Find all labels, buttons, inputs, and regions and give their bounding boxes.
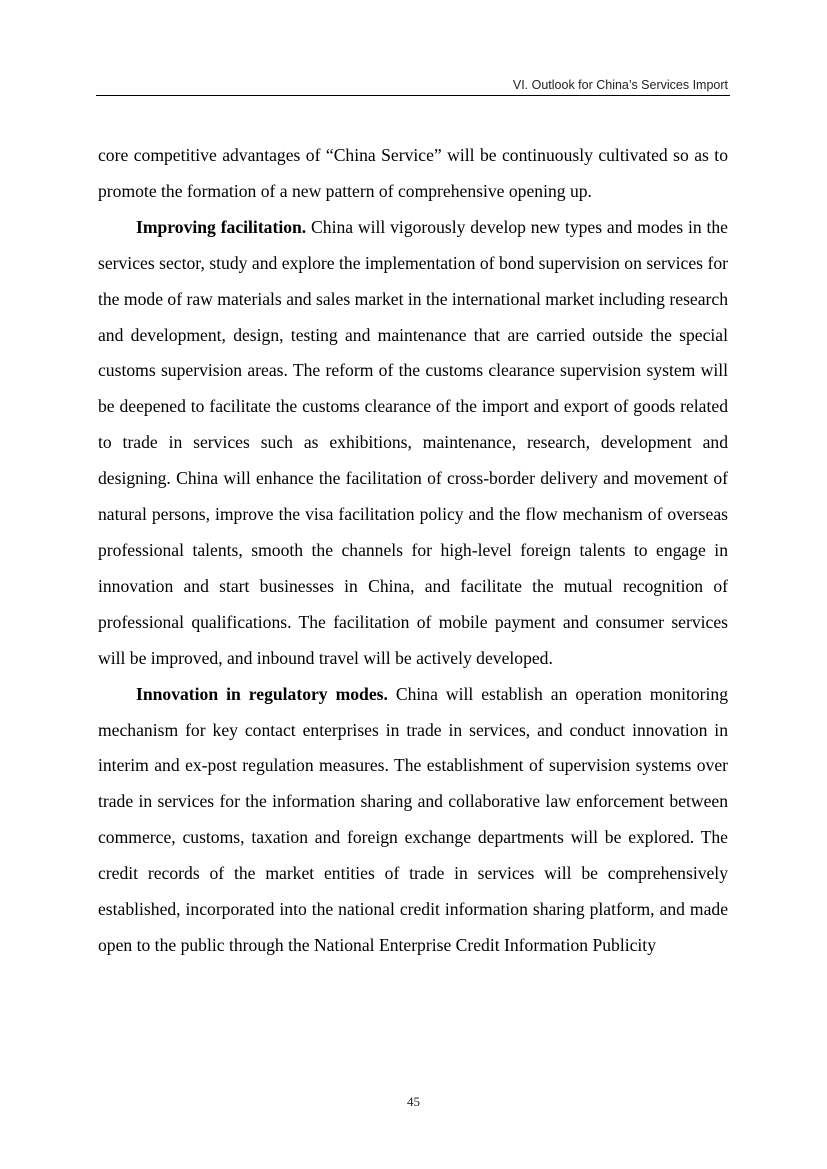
paragraph-lead-heading: Innovation in regulatory modes. [136,683,388,704]
paragraph-innovation-regulatory-modes [98,677,728,964]
paragraph-lead-heading: Improving facilitation. [136,216,307,237]
page-number: 45 [407,1094,420,1109]
page-body [98,138,728,964]
paragraph-text: core competitive advantages of “China Service” will be continuously cultivated so as to promote the formation of a new pattern of comprehensive opening up. [98,145,728,201]
paragraph-text: China will vigorously develop new types and modes in the services sector, study and explore the implementation of bond supervision on services for the mode of raw materials and sales market in the international market including research and development, design, testing and maintenance that are carried outside the special customs supervision areas. The reform of the customs clearance supervision system will be deepened to facilitate the customs clearance of the import and export of goods related to trade in services such as exhibitions, maintenance, research, development and designing. China will enhance the facilitation of cross-border delivery and movement of natural persons, improve the visa facilitation policy and the flow mechanism of overseas professional talents, smooth the channels for high-level foreign talents to engage in innovation and start businesses in China, and facilitate the mutual recognition of professional qualifications. The facilitation of mobile payment and consumer services will be improved, and inbound travel will be actively developed. [98,216,728,668]
running-header [96,77,730,96]
paragraph-continuation [98,138,728,210]
paragraph-improving-facilitation [98,210,728,677]
running-header-title: VI. Outlook for China’s Services Import [512,78,728,92]
paragraph-text: China will establish an operation monitoring mechanism for key contact enterprises in trade in services, and conduct innovation in interim and ex-post regulation measures. The establishment of supervision systems over trade in services for the information sharing and collaborative law enforcement between commerce, customs, taxation and foreign exchange departments will be explored. The credit records of the market entities of trade in services will be comprehensively established, incorporated into the national credit information sharing platform, and made open to the public through the National Enterprise Credit Information Publicity [98,683,728,955]
